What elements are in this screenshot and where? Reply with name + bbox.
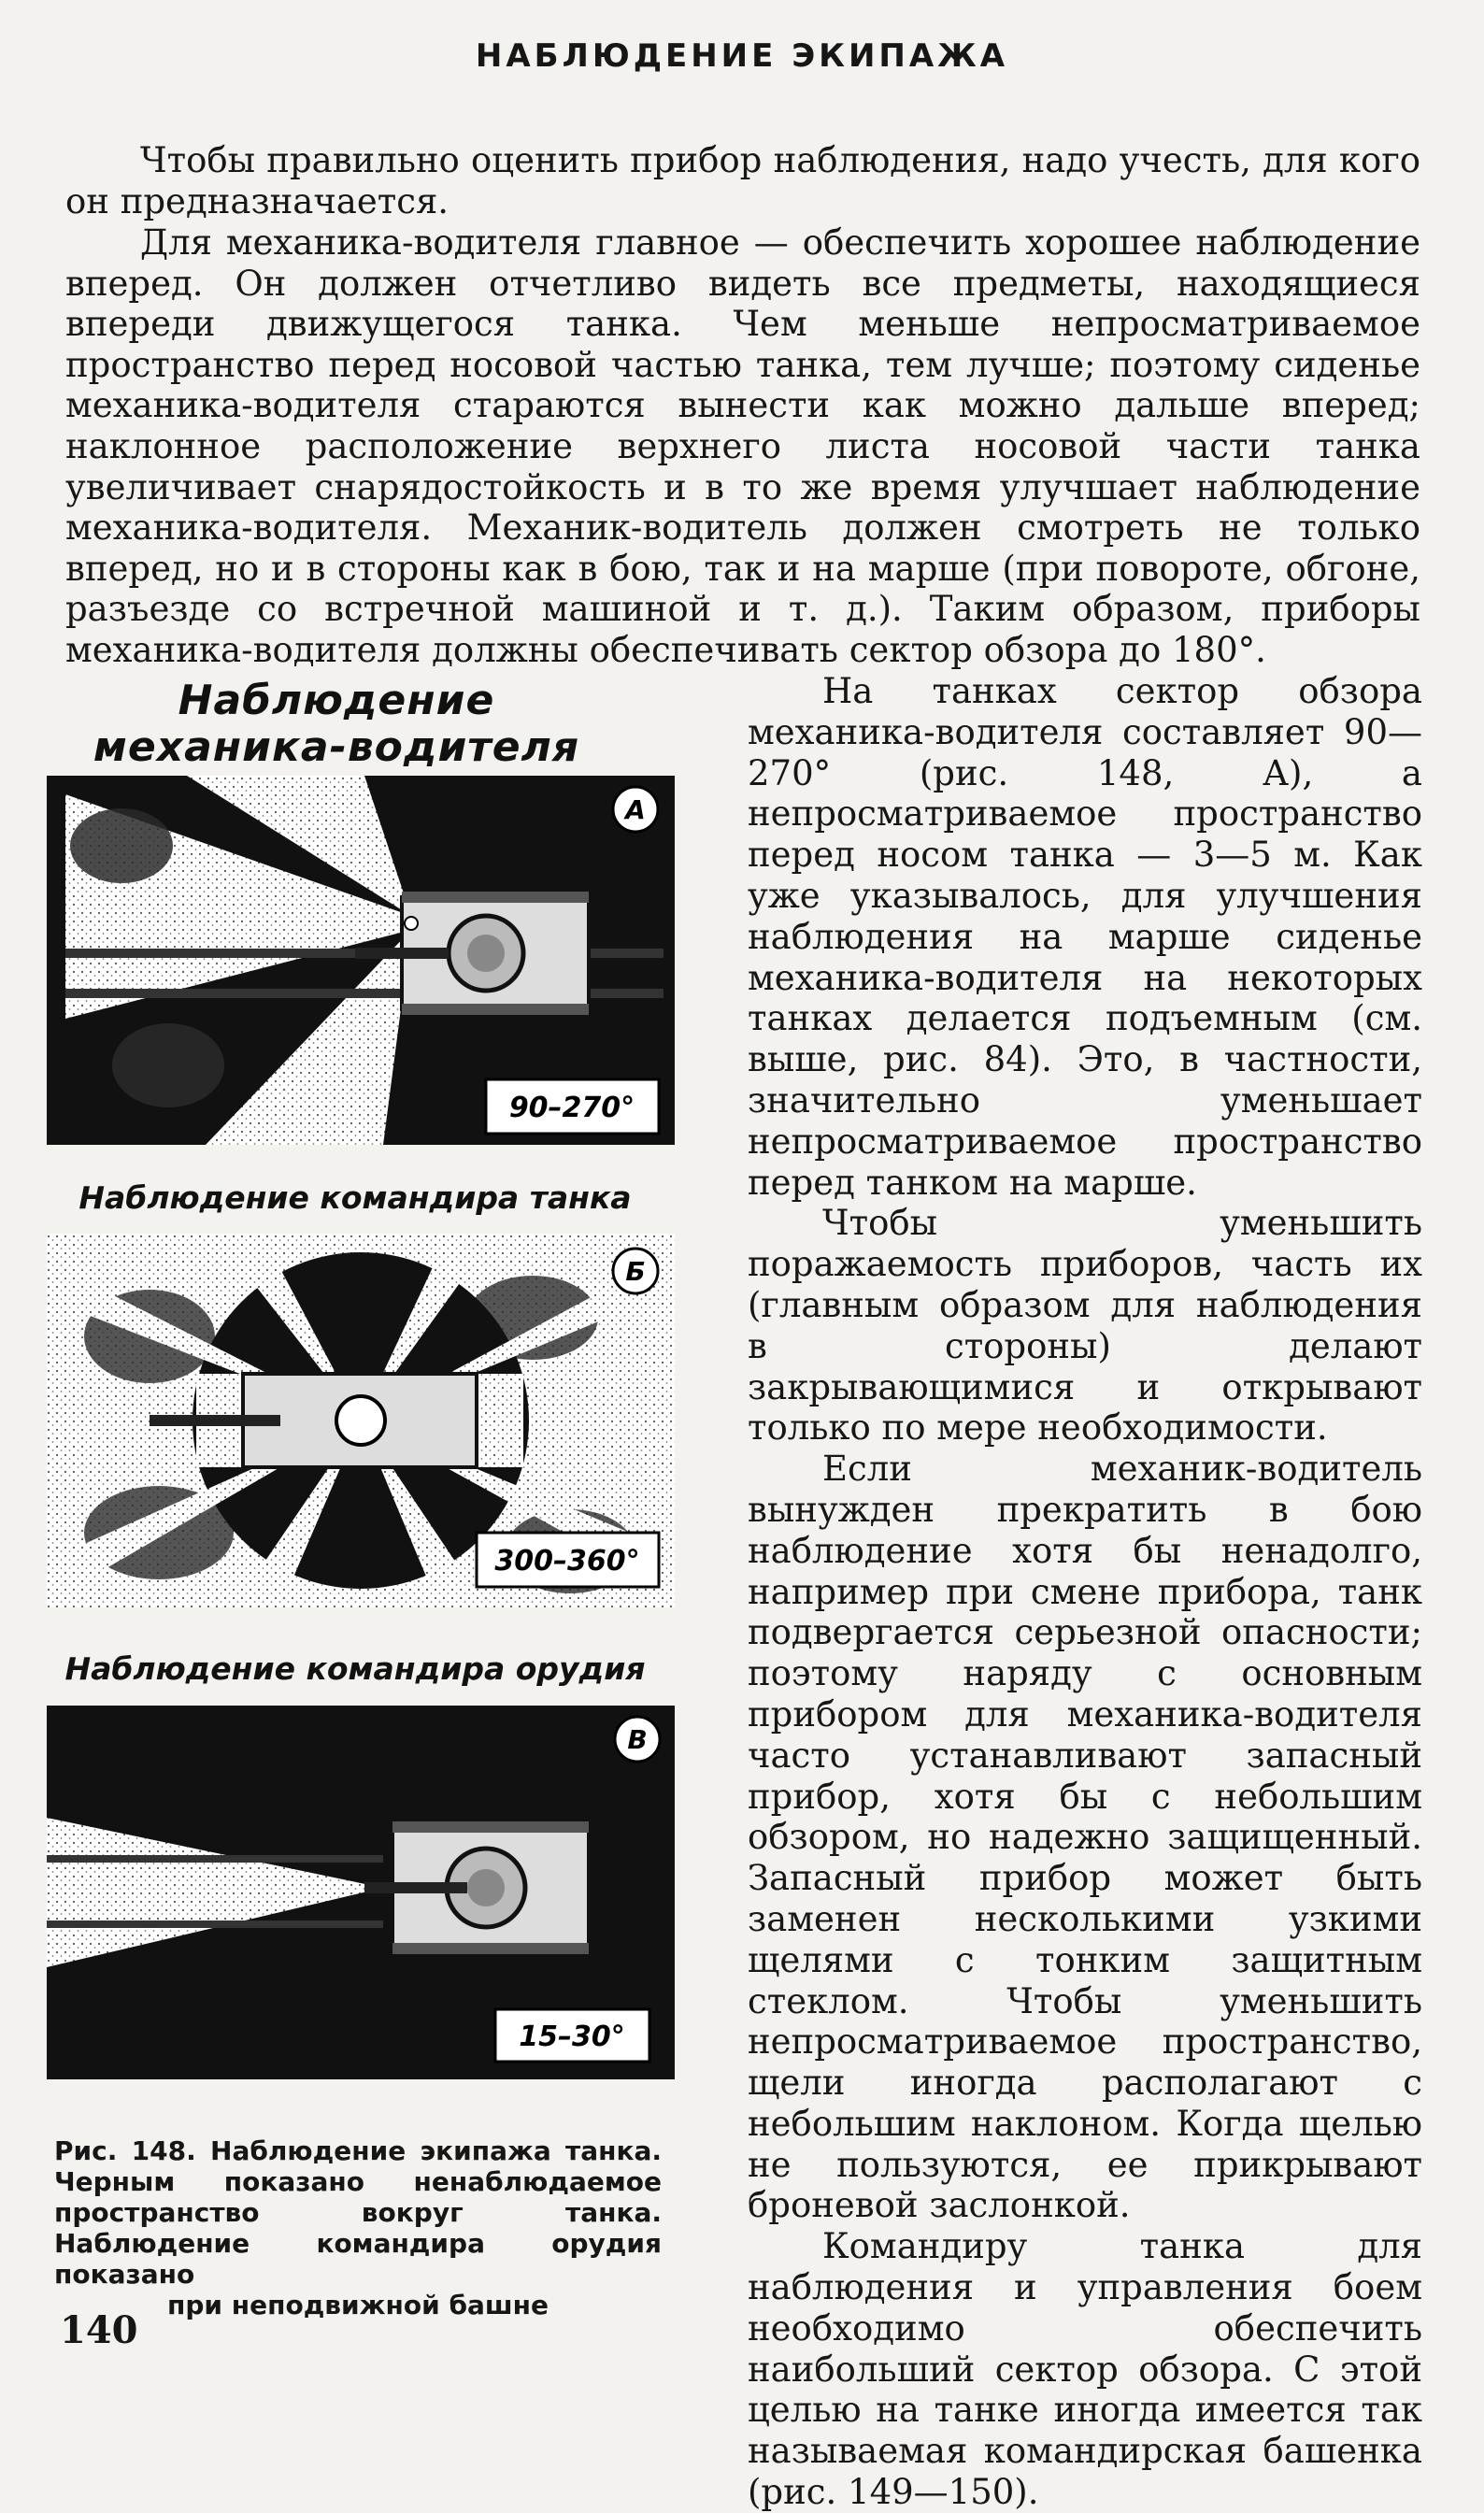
badge-c xyxy=(615,1717,660,1762)
diagram-gunner-observation xyxy=(47,1706,675,2079)
svg-text:300–360°: 300–360° xyxy=(494,1545,640,1578)
caption-tail: при неподвижной башне xyxy=(167,2290,549,2320)
running-header: НАБЛЮДЕНИЕ ЭКИПАЖА xyxy=(475,37,1009,75)
column-paragraph-1: На танках сектор обзора механика-водителя составляет 90—270° (рис. 148, А), а непросматриваемое пространство перед носом танка — 3—5 м. Как уже указывалось, для улучшения наблюдения на марше сиденье механика-водителя на некоторых танках делается подъемным (см. выше, рис. 84). Это, в частности, значительно уменьшает непросматриваемое пространство перед танком на марше. xyxy=(748,671,1422,1203)
road-edge xyxy=(47,1920,383,1928)
badge-a xyxy=(613,787,658,832)
sector-label-a xyxy=(486,1079,659,1134)
sector-label-b xyxy=(477,1533,659,1587)
diagram-a-title: Наблюдение механика-водителя xyxy=(93,677,580,771)
svg-text:Б: Б xyxy=(625,1256,646,1287)
caption-text: Наблюдение экипажа танка. Черным показано ненаблюдаемое пространство вокруг танка. Наблюдение командира орудия показано xyxy=(54,2135,663,2290)
badge-b xyxy=(613,1249,658,1293)
bush-icon xyxy=(112,1023,224,1107)
bush-icon xyxy=(70,808,173,883)
svg-text:15–30°: 15–30° xyxy=(519,2020,625,2053)
caption-label: Рис. 148. xyxy=(54,2135,196,2166)
svg-text:А: А xyxy=(625,794,646,825)
observer-point xyxy=(405,917,418,930)
diagram-b-title: Наблюдение командира танка xyxy=(78,1179,632,1216)
column-paragraph-2: Чтобы уменьшить поражаемость приборов, часть их (главным образом для наблюдения в стороны) делают закрывающимися и открывают только по мере необходимости. xyxy=(748,1203,1422,1449)
tank-icon xyxy=(364,1821,589,1954)
road-edge xyxy=(47,1855,383,1863)
page-number: 140 xyxy=(60,2308,138,2352)
column-paragraph-4: Командиру танка для наблюдения и управления боем необходимо обеспечить наибольший сектор обзора. С этой целью на танке иногда имеется так называемая командирская башенка (рис. 149—150). xyxy=(748,2226,1422,2513)
intro-paragraph-1: Чтобы правильно оценить прибор наблюдения, надо учесть, для кого он предназначается. xyxy=(65,140,1420,221)
right-text-column xyxy=(748,671,1422,2513)
intro-paragraph-2: Для механика-водителя главное — обеспечить хорошее наблюдение вперед. Он должен отчетливо видеть все предметы, находящиеся впереди движущегося танка. Чем меньше непросматриваемое пространство перед носовой частью танка, тем лучше; поэтому сиденье механика-водителя стараются вынести как можно дальше вперед; наклонное расположение верхнего листа носовой части танка увеличивает снарядостойкость и в то же время улучшает наблюдение механика-водителя. Механик-водитель должен смотреть не только вперед, но и в стороны как в бою, так и на марше (при повороте, обгоне, разъезде со встречной машиной и т. д.). Таким образом, приборы механика-водителя должны обеспечивать сектор обзора до 180°. xyxy=(65,222,1420,670)
svg-text:90–270°: 90–270° xyxy=(508,1092,635,1124)
diagram-driver-observation xyxy=(47,776,675,1145)
diagram-c-title: Наблюдение командира орудия xyxy=(64,1650,646,1687)
svg-text:В: В xyxy=(627,1724,648,1755)
figure-caption xyxy=(54,2135,662,2320)
sector-label-c xyxy=(495,2009,649,2062)
diagram-commander-observation xyxy=(47,1234,675,1607)
column-paragraph-3: Если механик-водитель вынужден прекратить в бою наблюдение хотя бы ненадолго, например при смене прибора, танк подвергается серьезной опасности; поэтому наряду с основным прибором для механика-водителя часто устанавливают запасный прибор, хотя бы с небольшим обзором, но надежно защищенный. Запасный прибор может быть заменен несколькими узкими щелями с тонким защитным стеклом. Чтобы уменьшить непросматриваемое пространство, щели иногда располагают с небольшим наклоном. Когда щелью не пользуются, ее прикрывают броневой заслонкой. xyxy=(748,1449,1422,2226)
